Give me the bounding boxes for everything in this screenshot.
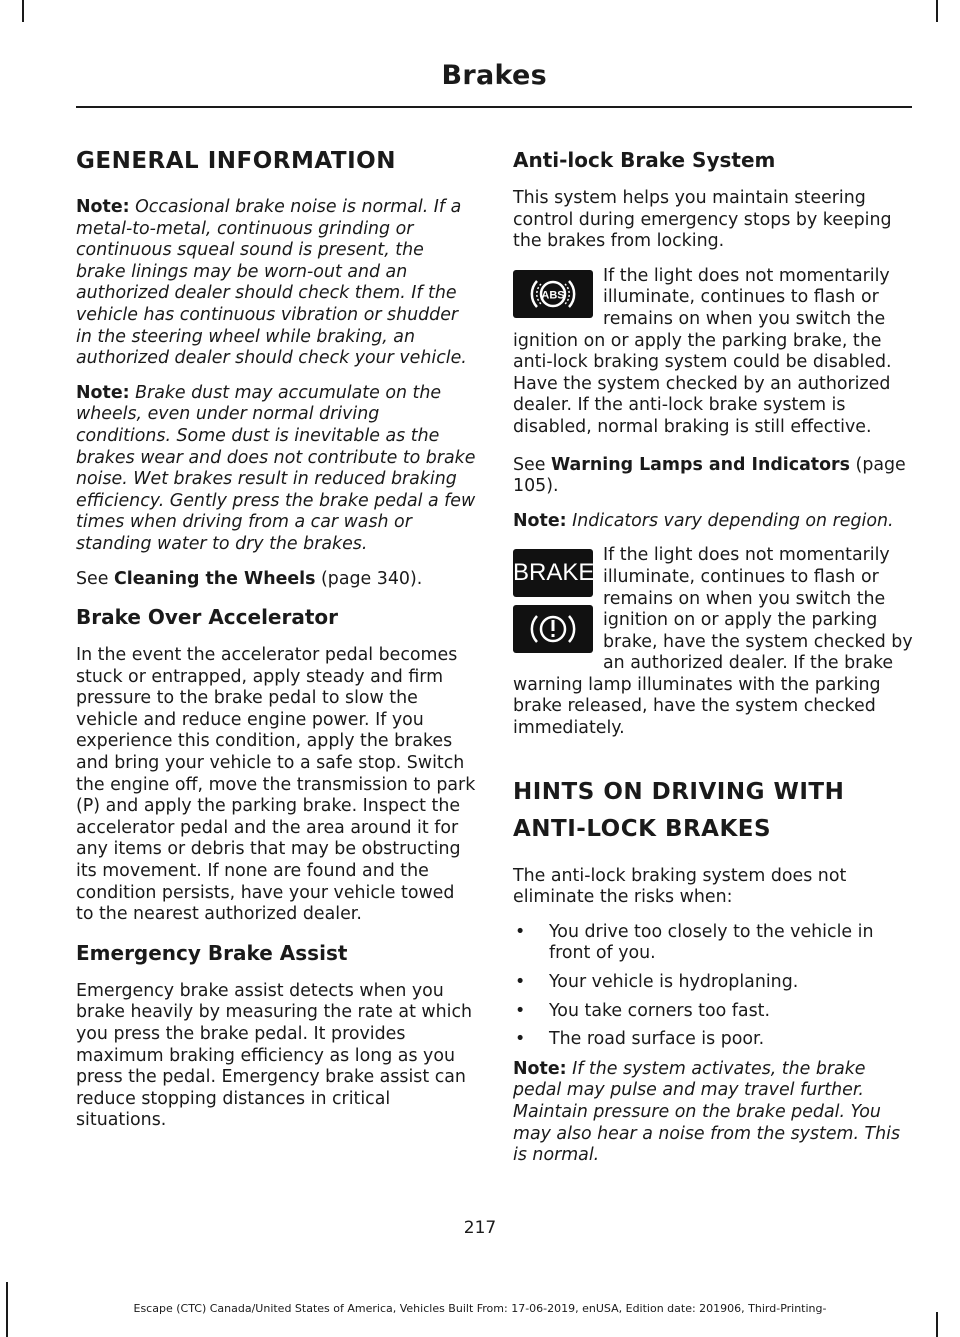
see-warning-lamps bbox=[513, 455, 913, 498]
bullet: • bbox=[515, 1029, 526, 1050]
brake-symbol-graphic bbox=[513, 605, 593, 653]
section-heading-general: GENERAL INFORMATION bbox=[76, 148, 396, 174]
note-indicators-vary bbox=[513, 511, 913, 533]
paragraph-brake-warning: If the light does not momentarily illuminate, continues to flash or remains on when you switch the ignition on or apply the parking brake, have the system checked by an authorized dealer. If the brake warning lamp illuminates with the parking brake released, have the system checked immediately. bbox=[513, 545, 913, 739]
note-text: Indicators vary depending on region. bbox=[572, 510, 894, 531]
abs-icon-text: ABS bbox=[541, 289, 565, 302]
page-number: 217 bbox=[463, 1218, 497, 1238]
see-suffix: (page 105). bbox=[513, 454, 906, 497]
brake-icon-text: BRAKE bbox=[513, 559, 595, 587]
paragraph-abs-intro: This system helps you maintain steering control during emergency stops by keeping the brakes from locking. bbox=[513, 188, 892, 252]
list-item bbox=[513, 1001, 913, 1023]
note-label: Note: bbox=[513, 510, 567, 531]
note-brake-dust bbox=[76, 383, 476, 556]
brake-icon-stack bbox=[513, 549, 593, 661]
see-prefix: See bbox=[76, 568, 109, 589]
cross-reference-link[interactable]: Cleaning the Wheels bbox=[113, 568, 316, 589]
brake-text-icon bbox=[513, 549, 593, 597]
note-text: If the system activates, the brake pedal may pulse and may travel further. Maintain pressure on the brake pedal. You may also hear a noise from the system. This is normal. bbox=[513, 1058, 901, 1166]
note-brake-noise bbox=[76, 197, 476, 370]
subheading-brake-over-accelerator: Brake Over Accelerator bbox=[76, 605, 339, 630]
abs-warning-icon bbox=[513, 270, 593, 318]
subheading-emergency-brake-assist: Emergency Brake Assist bbox=[76, 940, 348, 965]
brake-warning-icon bbox=[513, 605, 593, 653]
see-prefix: See bbox=[513, 454, 546, 475]
page-title: Brakes bbox=[441, 60, 547, 91]
list-item-text: Your vehicle is hydroplaning. bbox=[549, 972, 799, 993]
brake-warning-block bbox=[513, 545, 913, 739]
crop-mark-top-right bbox=[936, 0, 938, 22]
paragraph-abs-warning: If the light does not momentarily illuminate, continues to flash or remains on when you switch the ignition on or apply the parking brake, the anti-lock braking system could be disabled. Have the system checked by an authorized dealer. If the anti-lock brake system is disabled, normal braking is still effective. bbox=[513, 265, 892, 437]
subheading-anti-lock-brake-system: Anti-lock Brake System bbox=[513, 148, 776, 172]
abs-warning-block bbox=[513, 266, 913, 439]
heading-line-2: ANTI-LOCK BRAKES bbox=[513, 815, 772, 842]
crop-mark-top-left bbox=[22, 0, 24, 22]
left-column bbox=[76, 144, 476, 1145]
cross-reference-link[interactable]: Warning Lamps and Indicators bbox=[550, 454, 850, 475]
note-label: Note: bbox=[76, 197, 130, 217]
see-suffix: (page 340). bbox=[321, 568, 423, 589]
section-heading-hints bbox=[513, 774, 913, 848]
heading-line-1: HINTS ON DRIVING WITH bbox=[513, 778, 845, 805]
list-item-text: You drive too closely to the vehicle in front of you. bbox=[549, 921, 874, 964]
footer-text: Escape (CTC) Canada/United States of America, Vehicles Built From: 17-06-2019, enUSA, Edition date: 201906, Third-Printing- bbox=[133, 1302, 827, 1315]
note-system-activates bbox=[513, 1059, 913, 1167]
paragraph-hints-intro: The anti-lock braking system does not eliminate the risks when: bbox=[513, 865, 847, 908]
bullet: • bbox=[515, 921, 526, 942]
abs-icon-graphic bbox=[513, 270, 593, 318]
crop-mark-bottom-right bbox=[936, 1312, 938, 1337]
list-item-text: You take corners too fast. bbox=[549, 1000, 770, 1021]
note-label: Note: bbox=[513, 1058, 567, 1079]
note-text: Brake dust may accumulate on the wheels, even under normal driving conditions. Some dust is inevitable as the brakes wear and does not contribute to brake noise. Wet brakes result in reduced braking efficiency. Gently press the brake pedal a few times when driving from a car wash or standing water to dry the brakes. bbox=[76, 382, 476, 554]
paragraph-emergency-brake-assist: Emergency brake assist detects when you brake heavily by measuring the rate at which you press the brake pedal. It provides maximum braking efficiency as long as you press the pedal. Emergency brake assist can reduce stopping distances in critical situations. bbox=[76, 980, 473, 1131]
bullet: • bbox=[515, 972, 526, 993]
list-item bbox=[513, 972, 913, 994]
note-label: Note: bbox=[76, 382, 130, 403]
note-text: Occasional brake noise is normal. If a metal-to-metal, continuous grinding or continuous squeal sound is present, the brake linings may be worn-out and an authorized dealer should check them. If the vehicle has continuous vibration or shudder in the steering wheel while braking, an authorized dealer should check your vehicle. bbox=[76, 197, 467, 369]
paragraph-brake-over-accelerator: In the event the accelerator pedal becomes stuck or entrapped, apply steady and firm pressure to the brake pedal to slow the vehicle and reduce engine power. If you experience this condition, apply the brakes and bring your vehicle to a safe stop. Switch the engine off, move the transmission to park (P) and apply the parking brake. Inspect the accelerator pedal and the area around it for any items or debris that may be obstructing its movement. If none are found and the condition persists, have your vehicle towed to the nearest authorized dealer. bbox=[76, 645, 476, 925]
list-item-text: The road surface is poor. bbox=[549, 1029, 765, 1050]
see-cleaning-wheels bbox=[76, 569, 476, 591]
header-divider bbox=[76, 106, 912, 108]
risk-list bbox=[513, 922, 913, 1051]
list-item bbox=[513, 922, 913, 965]
list-item bbox=[513, 1029, 913, 1051]
right-column bbox=[513, 144, 913, 1180]
bullet: • bbox=[515, 1000, 526, 1021]
